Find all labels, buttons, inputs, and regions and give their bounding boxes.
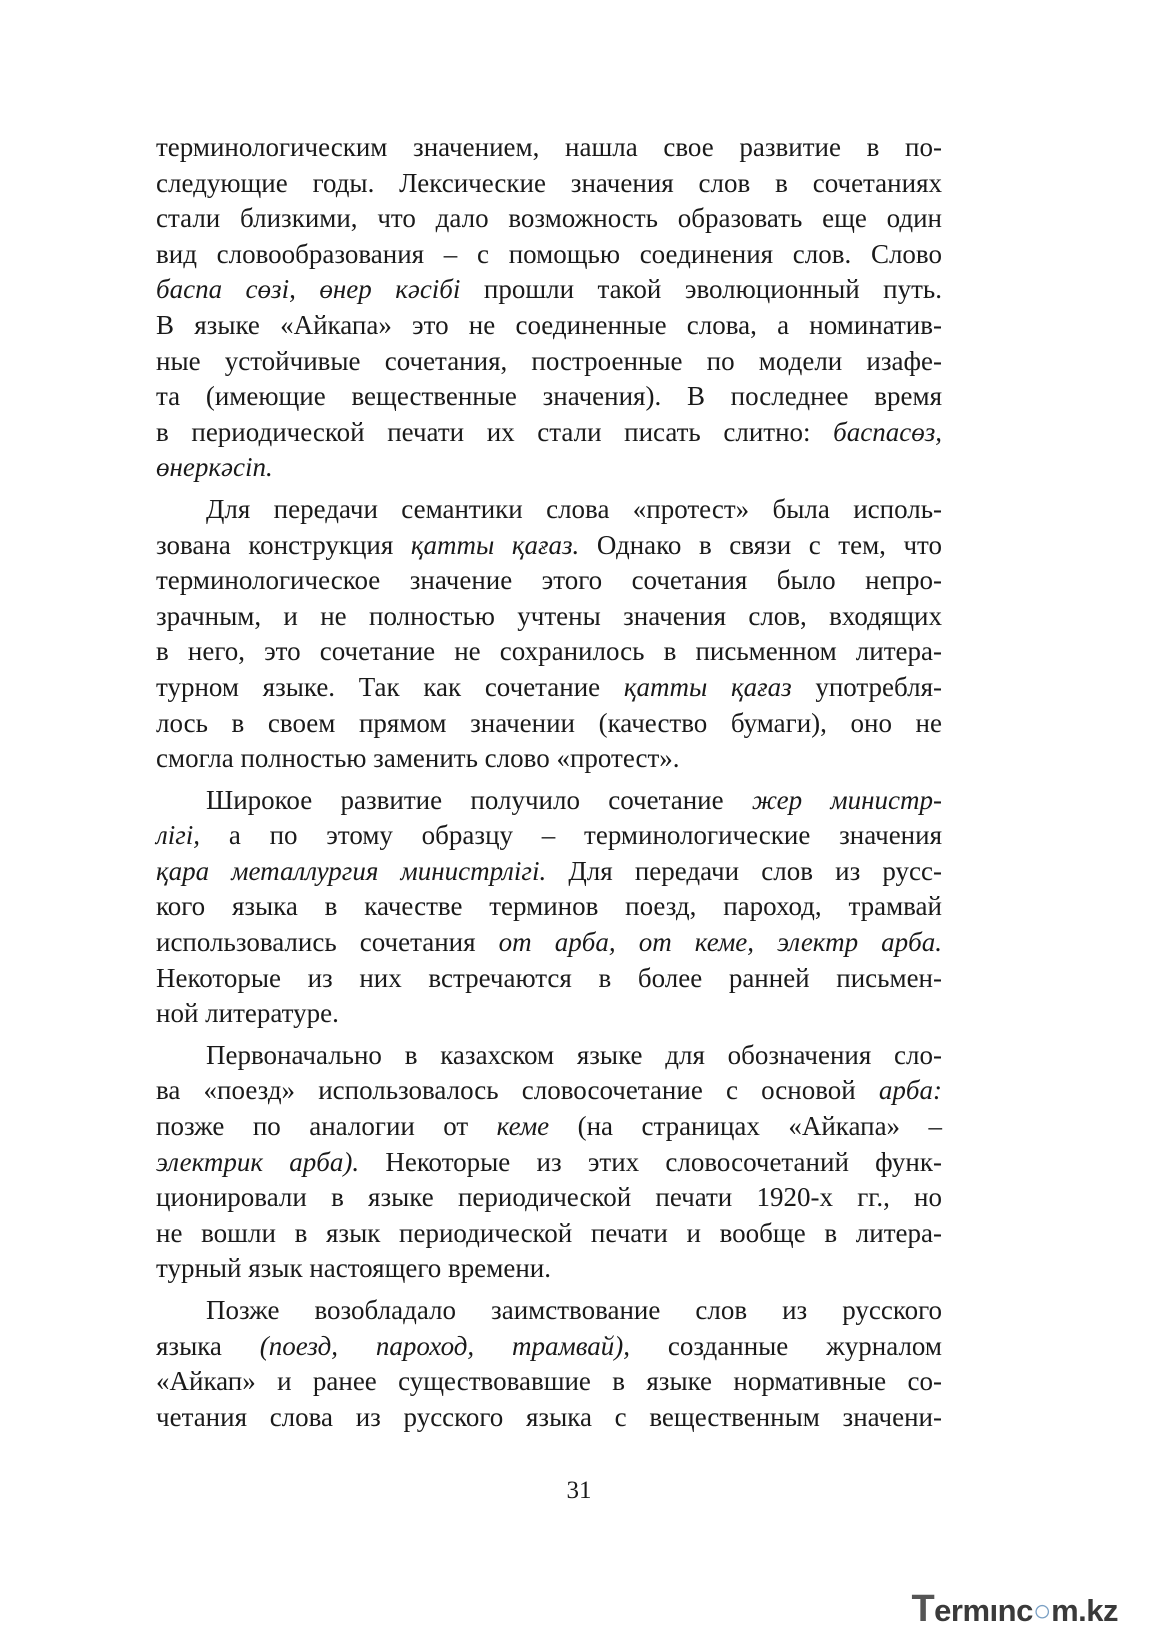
text-segment: не вошли в язык периодической печати и вообще в литера- [156,1217,942,1248]
text-segment: лось в своем прямом значении (качество бумаги), оно не [156,707,942,738]
text-line [156,996,942,1032]
text-line [156,1180,942,1216]
text-line [156,961,942,997]
text-segment: Широкое развитие получило сочетание [206,784,752,815]
text-line [156,1038,942,1074]
text-line [156,528,942,564]
text-line [156,379,942,415]
italic-term: өнеркәсіп. [156,452,273,483]
italic-term: жер министр- [751,784,942,815]
text-segment: турном языке. Так как сочетание [156,671,624,702]
italic-term: қара металлургия министрлігі. [156,855,547,886]
text-line [156,1145,942,1181]
text-segment: четания слова из русского языка с вещественным значени- [156,1401,942,1432]
text-line [156,1109,942,1145]
text-line [156,166,942,202]
text-segment: вид словообразования – с помощью соединения слов. Слово [156,238,942,269]
text-line [156,201,942,237]
text-segment: Однако в связи с тем, что [579,529,942,560]
document-body [156,130,942,1435]
italic-term: лігі, [156,820,201,851]
text-segment: Для передачи семантики слова «протест» была исполь- [206,493,942,524]
italic-term: кеме [496,1111,550,1142]
text-segment: смогла полностью заменить слово «протест». [156,743,680,774]
italic-term: электрик арба). [156,1146,360,1177]
text-line [156,1364,942,1400]
text-segment: та (имеющие вещественные значения). В последнее время [156,381,942,412]
text-segment: Некоторые из них встречаются в более ранней письмен- [156,962,942,993]
text-line [156,492,942,528]
text-segment: Некоторые из этих словосочетаний функ- [359,1146,942,1177]
text-line [156,344,942,380]
text-segment: использовались сочетания [156,927,499,958]
text-segment: ционировали в языке периодической печати 1920-х гг., но [156,1182,942,1213]
text-line [156,1329,942,1365]
text-segment: употребля- [791,671,942,702]
text-line [156,130,942,166]
italic-term: қатты қағаз [623,671,792,702]
text-line [156,783,942,819]
text-line [156,634,942,670]
italic-term: арба: [878,1075,942,1106]
text-line [156,563,942,599]
text-line [156,1216,942,1252]
text-line [156,1400,942,1436]
text-segment: в периодической печати их стали писать слитно: [156,416,834,447]
text-line [156,308,942,344]
text-line [156,415,942,451]
text-line [156,1251,942,1287]
text-line [156,818,942,854]
italic-term: от арба, от кеме, электр арба. [498,927,943,958]
text-segment: следующие годы. Лексические значения слов в сочетаниях [156,167,942,198]
text-line [156,925,942,961]
text-segment: языка [156,1330,260,1361]
text-line [156,1293,942,1329]
text-segment: созданные журналом [630,1330,943,1361]
text-segment: (на страницах «Айкапа» – [549,1111,942,1142]
text-segment: зована конструкция [156,529,411,560]
text-segment: прошли такой эволюционный путь. [460,274,942,305]
text-segment: стали близкими, что дало возможность образовать еще один [156,203,942,234]
text-line [156,741,942,777]
italic-term: баспасөз, [833,416,942,447]
text-segment: Первоначально в казахском языке для обозначения сло- [206,1039,942,1070]
text-segment: ные устойчивые сочетания, построенные по модели изафе- [156,345,942,376]
italic-term: баспа сөзі, өнер кәсібі [156,274,461,305]
text-segment: терминологическим значением, нашла свое развитие в по- [156,132,942,162]
text-line [156,854,942,890]
text-line [156,237,942,273]
text-line [156,706,942,742]
italic-term: (поезд, пароход, трамвай), [259,1330,631,1361]
text-line [156,889,942,925]
text-segment: в него, это сочетание не сохранилось в письменном литера- [156,636,942,667]
italic-term: қатты қағаз. [410,529,580,560]
text-segment: Для передачи слов из русс- [546,855,943,886]
termincom-logo: Termınc○m.kz [911,1588,1118,1630]
text-segment: позже по аналогии от [156,1111,497,1142]
text-line [156,450,942,486]
text-line [156,599,942,635]
text-segment: а по этому образцу – терминологические значения [200,820,942,851]
text-line [156,670,942,706]
text-segment: Позже возобладало заимствование слов из русского [206,1295,942,1325]
text-segment: терминологическое значение этого сочетания было непро- [156,565,942,596]
text-segment: зрачным, и не полностью учтены значения слов, входящих [156,600,942,631]
text-segment: «Айкап» и ранее существовавшие в языке нормативные со- [156,1366,942,1397]
text-line [156,272,942,308]
page-number: 31 [566,1477,592,1504]
text-segment: ва «поезд» использовалось словосочетание с основой [156,1075,879,1106]
text-segment: кого языка в качестве терминов поезд, пароход, трамвай [156,891,942,922]
text-segment: ной литературе. [156,998,339,1029]
text-line [156,1073,942,1109]
text-segment: В языке «Айкапа» это не соединенные слова, а номинатив- [156,309,942,340]
text-segment: турный язык настоящего времени. [156,1253,551,1284]
